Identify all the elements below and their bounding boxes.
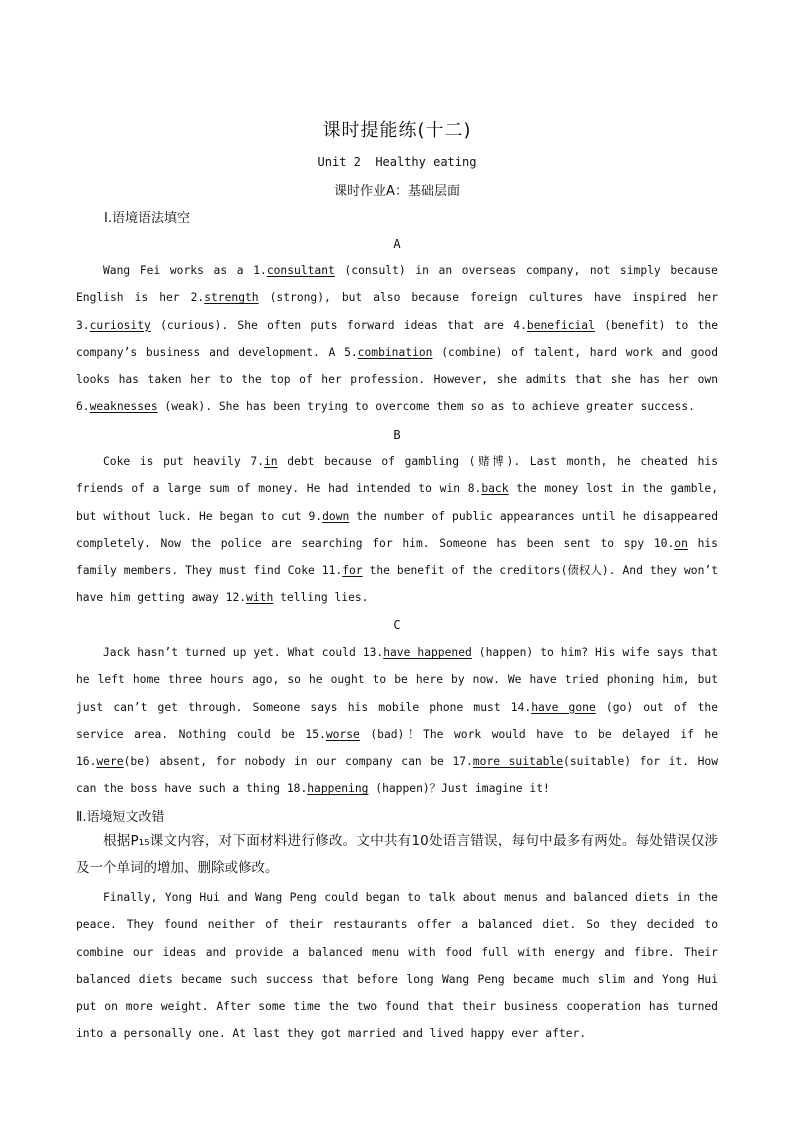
section-1-heading: Ⅰ.语境语法填空 [104, 211, 190, 226]
unit-subtitle: Unit 2 Healthy eating [317, 155, 477, 169]
blank-number: 13. [362, 646, 384, 659]
passage-text: (consult) in an overseas company, not simply because English is her [76, 264, 718, 305]
passage-text: (weak). She has been trying to overcome them so as to achieve greater success. [157, 400, 695, 414]
blank-number: 17. [452, 755, 473, 769]
passage-a [76, 257, 718, 421]
blank-number: 2. [190, 291, 205, 305]
blank-answer: down [322, 509, 350, 523]
passage-text: (happen)？Just imagine it! [368, 782, 550, 796]
blank-answer: on [674, 536, 688, 550]
blank-number: 7. [250, 455, 264, 468]
blank-number: 3. [76, 318, 90, 332]
passage-text: (go) out of the service area. Nothing could be [76, 700, 719, 741]
blank-answer: in [264, 455, 278, 468]
blank-answer: more suitable [472, 755, 564, 769]
passage-text: telling lies. [273, 591, 369, 605]
passage-text: Wang Fei works as a [103, 264, 254, 277]
blank-answer: happening [307, 782, 369, 796]
blank-answer: for [342, 564, 363, 578]
passage-text: (suitable) for it. How can the boss have such a thing [76, 755, 718, 796]
passage-text: (be) absent, for nobody in our company can be [123, 755, 453, 769]
passage-text: Coke is put heavily [103, 455, 251, 468]
blank-answer: have happened [383, 646, 472, 659]
blank-answer: with [246, 591, 274, 605]
blank-answer: beneficial [526, 318, 595, 332]
section-2-passage: Finally, Yong Hui and Wang Peng could began to talk about menus and balanced diets in the peace. They found neither of their restaurants offer a balanced diet. So they decided to combine our ideas and provide a balanced menu with food full with energy and fibre. Their balanced diets became such success that before long Wang Peng became much slim and Yong Hui put on more weight. After some time the two found that their business cooperation has turned into a personally one. At last they got married and lived happy ever after. [76, 891, 718, 1041]
blank-answer: weaknesses [89, 400, 158, 414]
blank-answer: consultant [266, 264, 335, 277]
passage-text: the benefit of the creditors(债权人). And they won’t have him getting away [76, 564, 718, 605]
passage-text: (benefit) to the company’s business and development. A [76, 318, 718, 359]
page-title: 课时提能练(十二) [322, 120, 472, 141]
passage-text: his family members. They must find Coke [76, 536, 718, 578]
passage-text: Jack hasn’t turned up yet. What could [103, 646, 363, 659]
passage-c [76, 639, 718, 803]
blank-answer: were [96, 755, 124, 769]
passage-text: the money lost in the gamble, but without luck. He began to cut [76, 482, 719, 523]
homework-level: 课时作业A：基础层面 [334, 184, 460, 199]
passage-b-label: B [393, 428, 401, 442]
blank-number: 9. [308, 509, 323, 523]
passage-text: debt because of gambling (赌博). Last month, he cheated his friends of a large sum of money. He had intended to win [76, 455, 718, 496]
passage-b [76, 448, 718, 612]
blank-number: 15. [305, 727, 326, 741]
passage-text: (strong), but also because foreign cultures have inspired her [258, 291, 718, 305]
blank-number: 6. [76, 400, 90, 414]
passage-text: (combine) of talent, hard work and good looks has taken her to the top of her profession. However, she admits that she has her own [76, 345, 718, 387]
blank-number: 11. [321, 564, 343, 578]
passage-text: (bad)！The work would have to be delayed if he [359, 727, 719, 741]
section-2-instruction: 根据P₁₅课文内容，对下面材料进行修改。文中共有10处语言错误，每句中最多有两处。每处错误仅涉及一个单词的增加、删除或修改。 [76, 833, 718, 876]
blank-number: 16. [76, 755, 97, 769]
blank-number: 5. [344, 345, 358, 359]
passage-text: (curious). She often puts forward ideas that are [150, 318, 514, 332]
blank-answer: back [481, 482, 509, 496]
blank-number: 8. [467, 482, 482, 496]
blank-number: 14. [510, 700, 532, 714]
section-2-heading: Ⅱ.语境短文改错 [76, 810, 165, 825]
blank-number: 12. [225, 591, 247, 605]
blank-answer: strength [204, 291, 259, 305]
blank-number: 10. [653, 536, 675, 550]
passage-a-label: A [393, 237, 401, 251]
blank-number: 1. [253, 264, 267, 277]
passage-text: the number of public appearances until he disappeared completely. Now the police are searching for him. Someone has been sent to spy [76, 509, 718, 550]
blank-answer: curiosity [89, 318, 151, 332]
passage-text: (happen) to him? His wife says that he left home three hours ago, so he ought to be here by now. We have tried phoning him, but just can’t get through. Someone says his mobile phone must [76, 646, 718, 714]
passage-c-label: C [393, 618, 401, 632]
blank-answer: combination [357, 345, 433, 359]
blank-answer: worse [325, 727, 360, 741]
blank-answer: have gone [531, 700, 596, 714]
blank-number: 18. [286, 782, 308, 796]
blank-number: 4. [513, 318, 527, 332]
